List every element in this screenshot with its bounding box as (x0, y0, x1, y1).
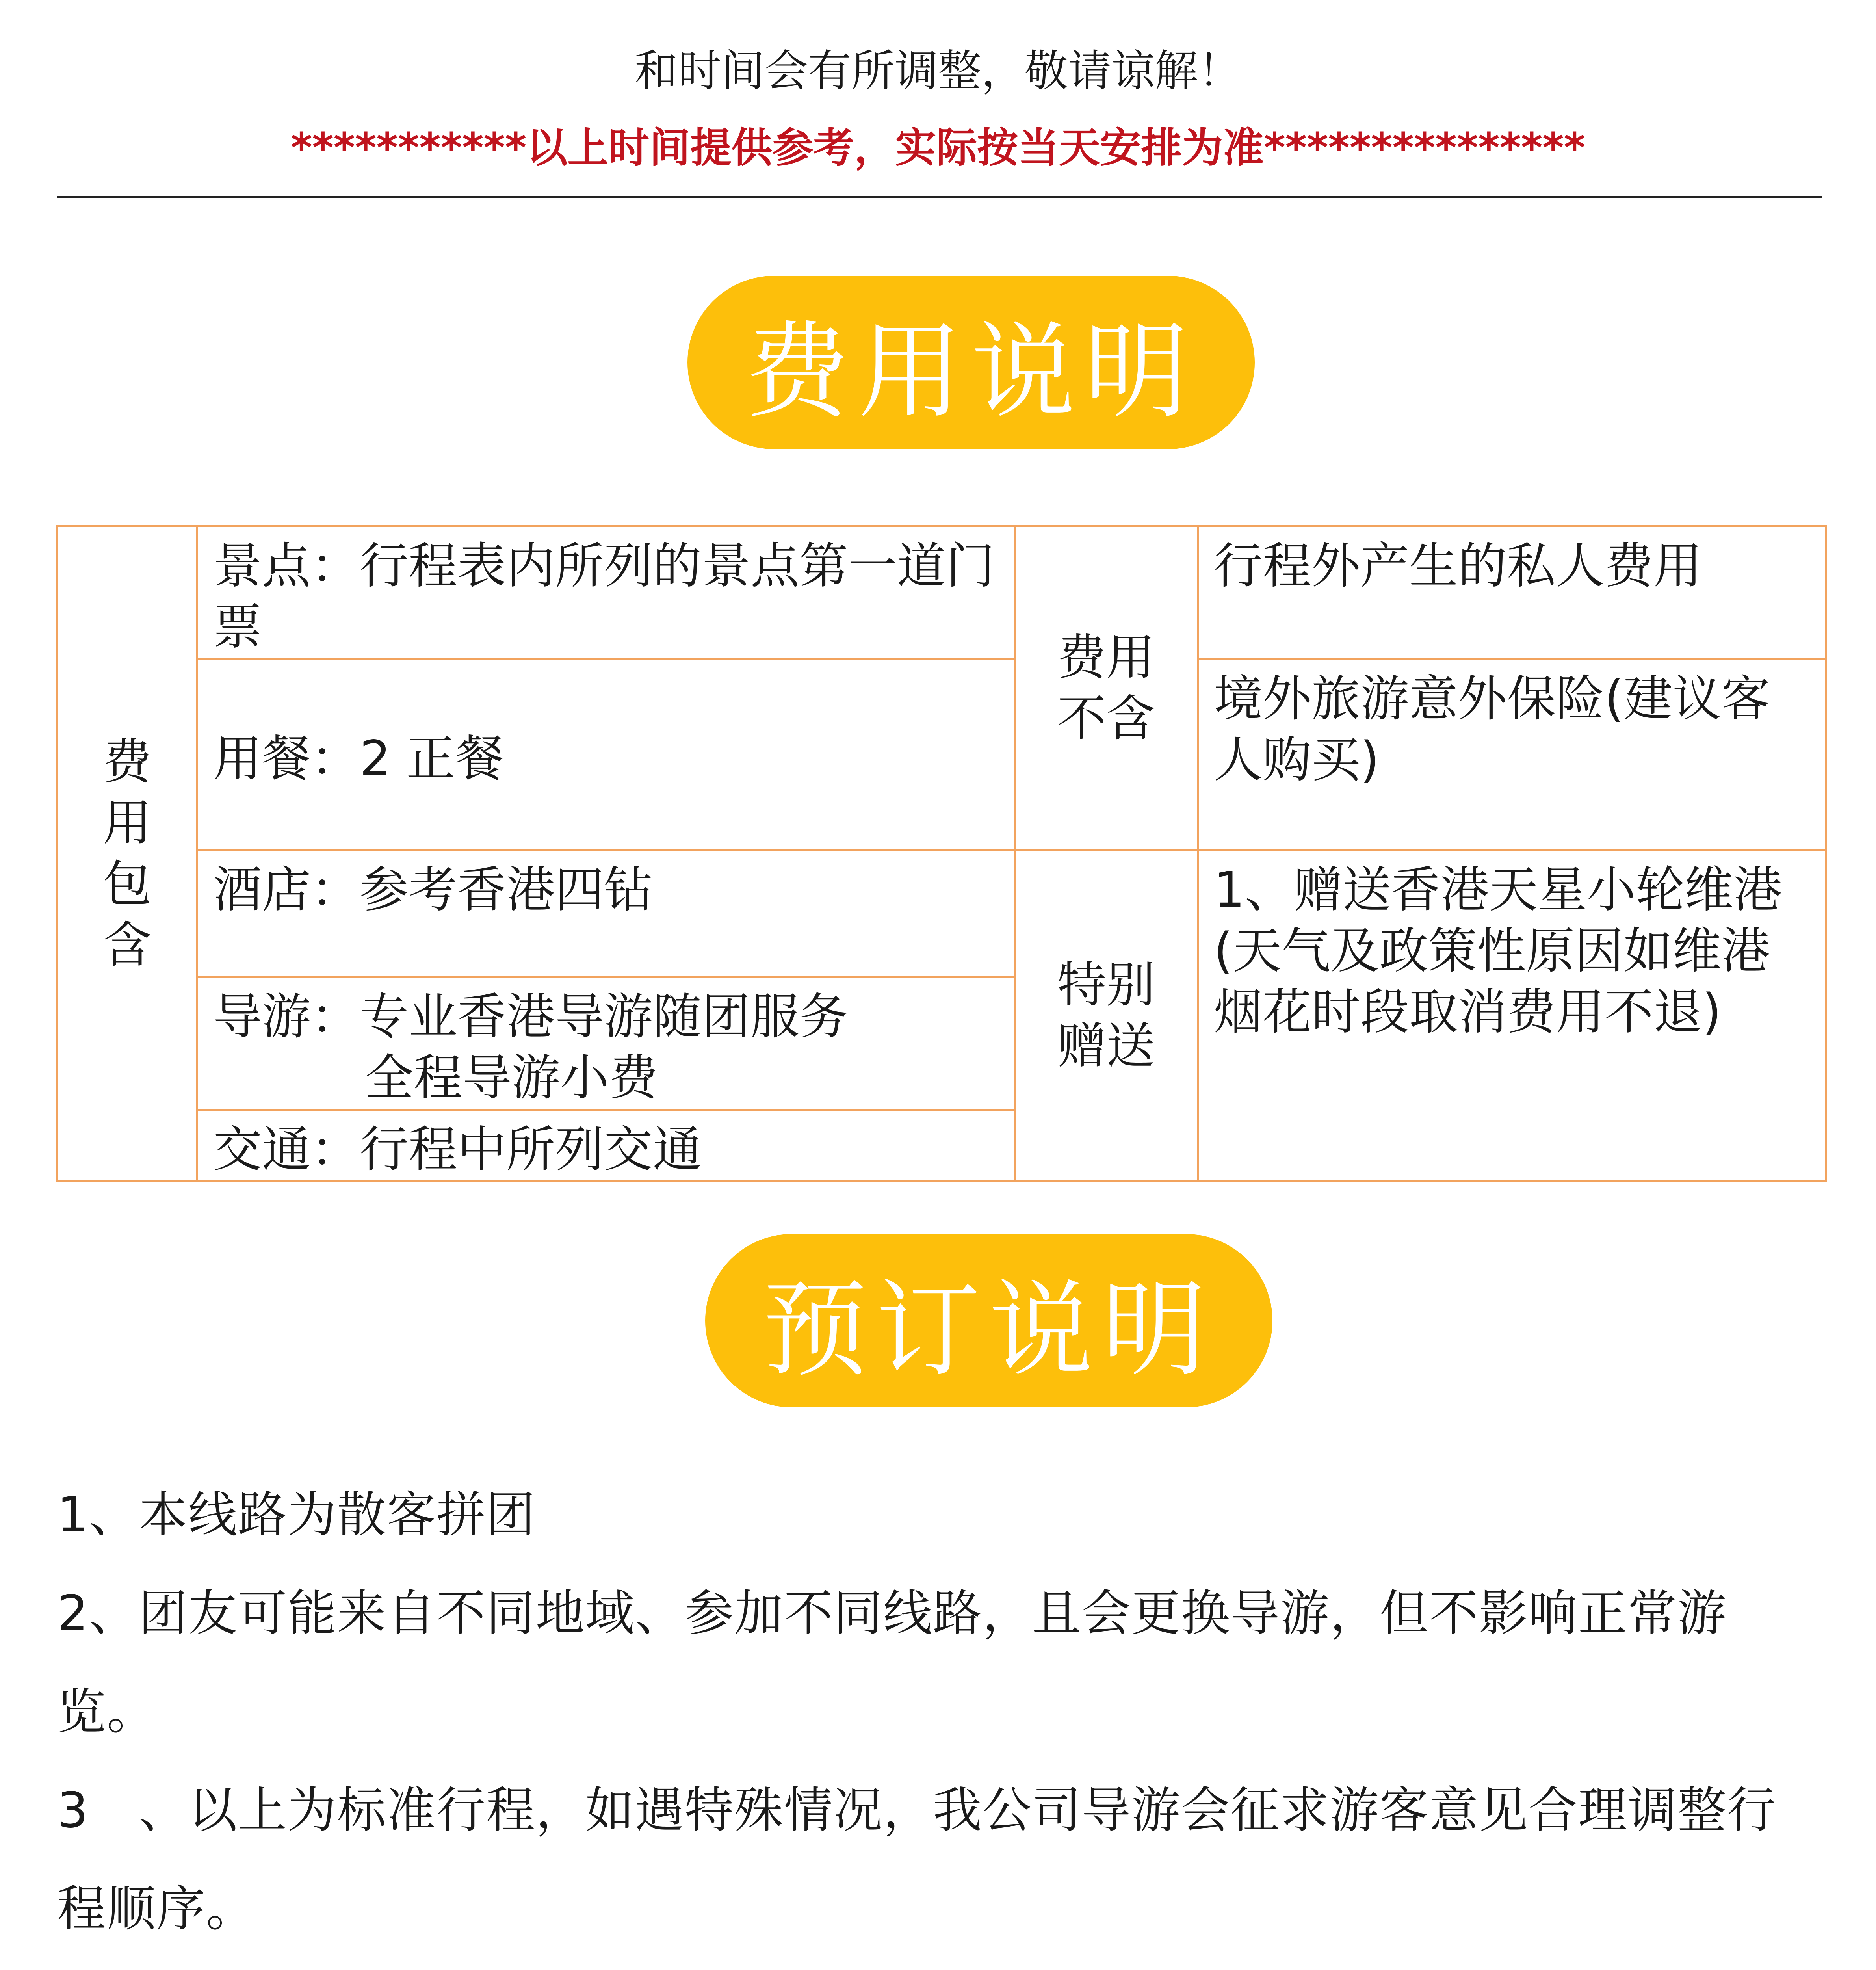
attractions-value: 行程表内所列的景点第一道门票 (213, 538, 995, 656)
excluded-private-text: 行程外产生的私人费用 (1214, 538, 1703, 595)
excluded-insurance-text: 境外旅游意外保险(建议客人购买) (1214, 671, 1770, 788)
guide-label: 导游： (213, 989, 360, 1045)
guide-value: 专业香港导游随团服务 (360, 989, 849, 1045)
included-label: 费用包含 (102, 734, 152, 974)
transport-value: 行程中所列交通 (360, 1121, 702, 1178)
included-label-cell (58, 526, 197, 1182)
included-guide (197, 977, 1015, 1110)
fee-table (56, 525, 1827, 1182)
booking-notes-list (57, 1466, 1822, 1970)
excluded-item-insurance (1198, 659, 1826, 850)
meals-label: 用餐： (213, 730, 360, 787)
transport-label: 交通： (213, 1121, 360, 1178)
reference-time-notice: ***********以上时间提供参考，实际按当天安排为准*************** (290, 124, 1586, 172)
booking-section-title: 预订说明 (705, 1234, 1272, 1407)
gift-label-cell (1015, 850, 1198, 1182)
included-meals (197, 659, 1015, 850)
included-hotel (197, 850, 1015, 977)
included-transport (197, 1110, 1015, 1182)
fee-section-title: 费用说明 (687, 276, 1255, 449)
booking-note: 2、团友可能来自不同地域、参加不同线路，且会更换导游，但不影响正常游览。 (57, 1585, 1727, 1740)
booking-note: 1、本线路为散客拼团 (57, 1487, 536, 1543)
excluded-label-cell (1015, 526, 1198, 850)
booking-note: 3 、以上为标准行程，如遇特殊情况，我公司导游会征求游客意见合理调整行程顺序。 (57, 1782, 1777, 1937)
schedule-adjust-notice: 和时间会有所调整，敬请谅解！ (635, 46, 1241, 96)
gift-content (1198, 850, 1826, 1182)
attractions-label: 景点： (213, 538, 360, 595)
gift-label: 特别赠送 (1057, 957, 1155, 1074)
guide-tip-value: 全程导游小费 (365, 1050, 658, 1106)
hotel-value: 参考香港四钻 (360, 862, 653, 918)
hotel-label: 酒店： (213, 862, 360, 918)
excluded-label: 费用不含 (1057, 629, 1155, 747)
booking-note (57, 1958, 1822, 1970)
included-attractions (197, 526, 1015, 659)
divider-line (57, 196, 1822, 198)
gift-text: 1、赠送香港天星小轮维港(天气及政策性原因如维港烟花时段取消费用不退) (1214, 862, 1782, 1041)
meals-value: 2 正餐 (360, 730, 504, 787)
excluded-item-private (1198, 526, 1826, 659)
